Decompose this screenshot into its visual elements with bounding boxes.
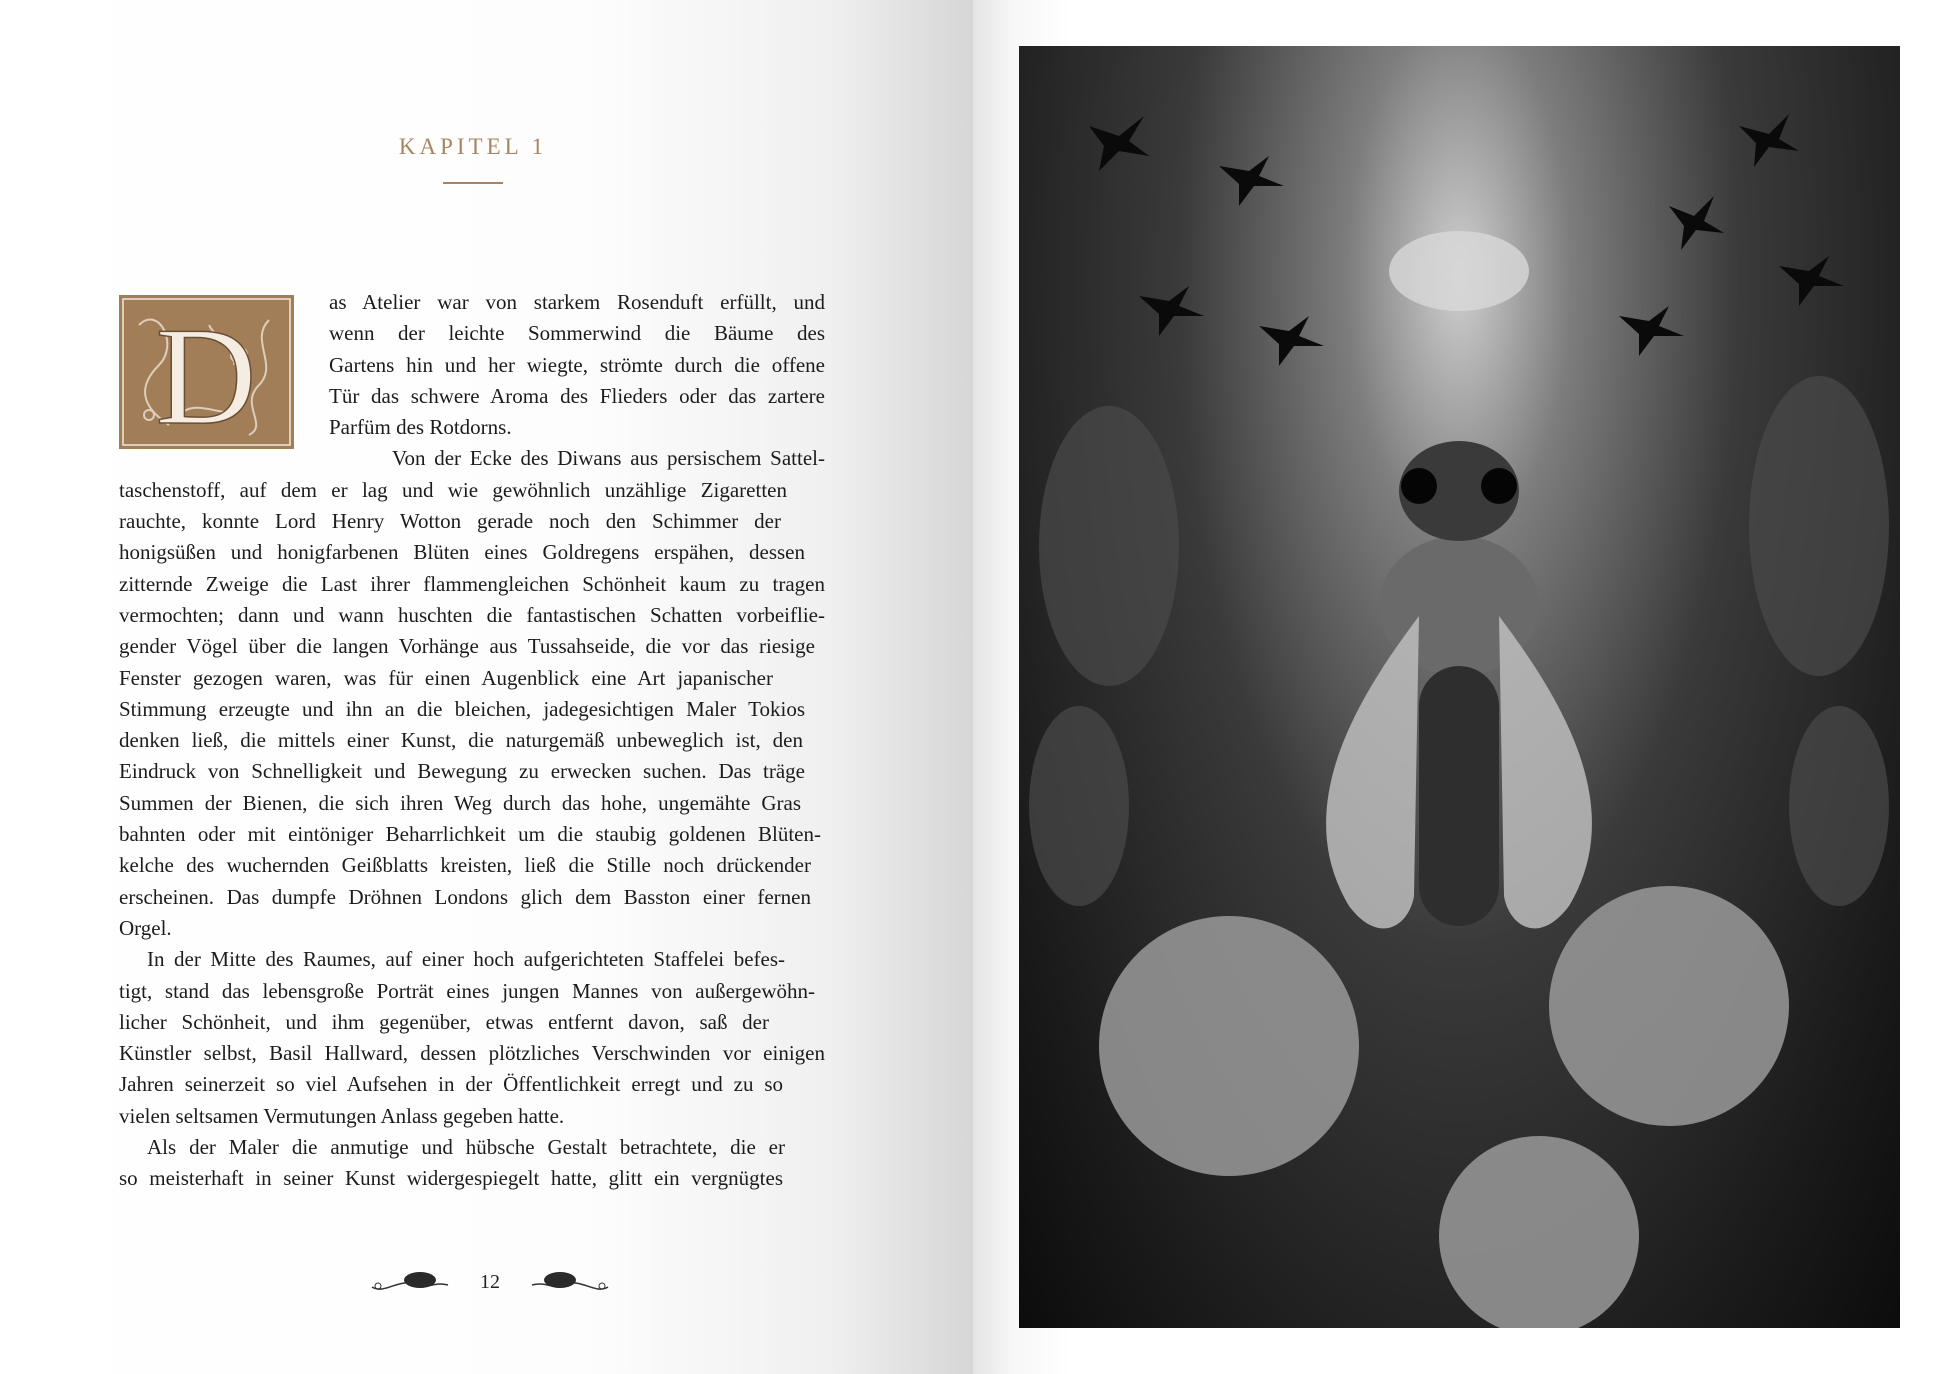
text-line: rauchte, konnte Lord Henry Wotton gerade noch den Schimmer der xyxy=(119,509,781,534)
text-line: Orgel. xyxy=(119,915,172,940)
text-line: zitternde Zweige die Last ihrer flammengleichen Schönheit kaum zu tragen xyxy=(119,571,825,596)
text-line: Eindruck von Schnelligkeit und Bewegung zu erwecken suchen. Das träge xyxy=(119,759,805,784)
text-line: Gartens hin und her wiegte, strömte durch die offene xyxy=(329,352,825,377)
text-line: kelche des wuchernden Geißblatts kreisten, ließ die Stille noch drückender xyxy=(119,853,811,878)
page-footer xyxy=(370,1265,610,1299)
text-line: Jahren seinerzeit so viel Aufsehen in der Öffentlichkeit erregt und zu so xyxy=(119,1072,783,1097)
text-line: licher Schönheit, und ihm gegenüber, etwas entfernt davon, saß der xyxy=(119,1009,769,1034)
text-line: bahnten oder mit eintöniger Beharrlichkeit um die staubig goldenen Blüten- xyxy=(119,822,821,847)
text-line: In der Mitte des Raumes, auf einer hoch aufgerichteten Staffelei befes- xyxy=(147,947,785,972)
roses xyxy=(1099,886,1789,1328)
text-line: taschenstoff, auf dem er lag und wie gewöhnlich unzählige Zigaretten xyxy=(119,477,787,502)
text-line: gender Vögel über die langen Vorhänge aus Tussahseide, die vor das riesige xyxy=(119,634,815,659)
text-line: Stimmung erzeugte und ihn an die bleichen, jadegesichtigen Maler Tokios xyxy=(119,696,805,721)
text-line: Parfüm des Rotdorns. xyxy=(329,415,512,440)
body-text xyxy=(119,287,825,1195)
left-ornament-icon xyxy=(370,1267,450,1297)
drop-cap-letter: D xyxy=(155,299,257,449)
right-wing xyxy=(1499,616,1592,928)
bee-abdomen xyxy=(1419,666,1499,926)
text-line: wenn der leichte Sommerwind die Bäume des xyxy=(329,321,825,346)
text-line: Tür das schwere Aroma des Flieders oder das zartere xyxy=(329,383,825,408)
chapter-rule xyxy=(443,182,503,184)
text-line: Als der Maler die anmutige und hübsche Gestalt betrachtete, die er xyxy=(147,1135,785,1160)
text-line: Von der Ecke des Diwans aus persischem Sattel- xyxy=(392,446,825,471)
text-line: denken ließ, die mittels einer Kunst, die naturgemäß unbeweglich ist, den xyxy=(119,728,803,753)
text-line: honigsüßen und honigfarbenen Blüten eines Goldregens erspähen, dessen xyxy=(119,540,805,565)
left-wing xyxy=(1326,616,1419,928)
text-line: vermochten; dann und wann huschten die fantastischen Schatten vorbeiflie- xyxy=(119,602,825,627)
text-line: Summen der Bienen, die sich ihren Weg durch das hohe, ungemähte Gras xyxy=(119,790,801,815)
text-line: as Atelier war von starkem Rosenduft erfüllt, und xyxy=(329,290,825,314)
bee-illustration xyxy=(1019,46,1900,1328)
text-line: Künstler selbst, Basil Hallward, dessen plötzliches Verschwinden vor einigen xyxy=(119,1041,825,1066)
text-line: Fenster gezogen waren, was für einen Augenblick eine Art japanischer xyxy=(119,665,773,690)
page-number: 12 xyxy=(480,1270,500,1293)
hanging-flower xyxy=(1389,231,1529,311)
right-ornament-icon xyxy=(530,1267,610,1297)
text-line: erscheinen. Das dumpfe Dröhnen Londons glich dem Basston einer fernen xyxy=(119,884,811,909)
text-line: tigt, stand das lebensgroße Porträt eines jungen Mannes von außergewöhn- xyxy=(119,978,815,1003)
text-line: so meisterhaft in seiner Kunst widergespiegelt hatte, glitt ein vergnügtes xyxy=(119,1166,783,1191)
right-page xyxy=(973,0,1946,1374)
chapter-heading: KAPITEL 1 xyxy=(398,134,548,159)
text-line: vielen seltsamen Vermutungen Anlass gegeben hatte. xyxy=(119,1103,565,1128)
